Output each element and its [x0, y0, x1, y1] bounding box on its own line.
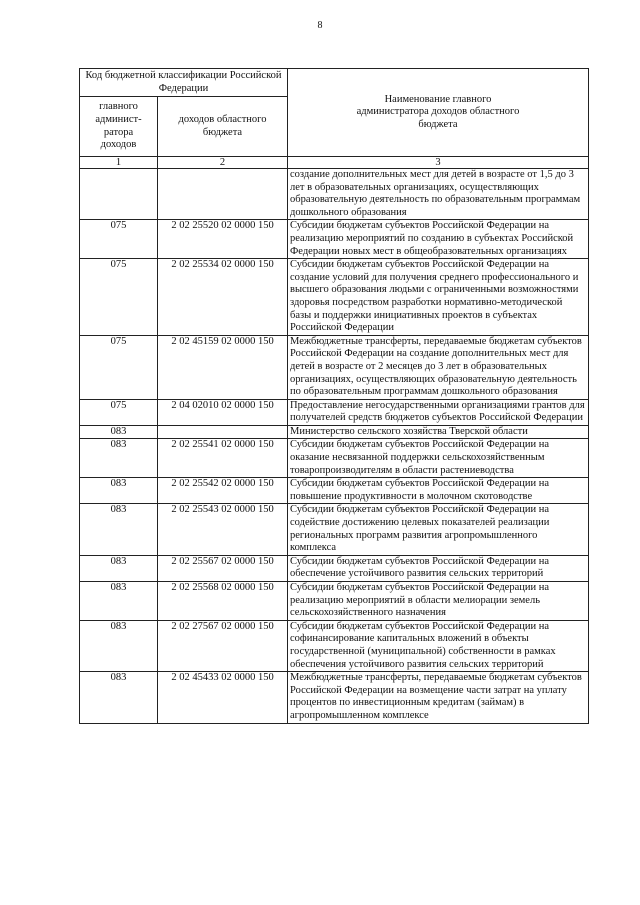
column-number-1: 1: [80, 157, 158, 169]
revenue-name-cell: Субсидии бюджетам субъектов Российской Федерации на реализацию мероприятий по созданию в субъектах Российской Федерации новых мест в общеобразовательных организациях: [288, 220, 589, 259]
admin-code-cell: 083: [80, 620, 158, 671]
admin-code-header-label: главного админист-ратора доходов: [95, 101, 142, 151]
revenue-code-cell: 2 02 45159 02 0000 150: [158, 335, 288, 399]
revenue-admin-table: [79, 68, 589, 724]
table-row: [80, 439, 589, 478]
admin-code-cell: 075: [80, 335, 158, 399]
name-header: [288, 69, 589, 157]
revenue-code-cell: 2 02 25543 02 0000 150: [158, 504, 288, 555]
revenue-name-cell: Межбюджетные трансферты, передаваемые бюджетам субъектов Российской Федерации на возмещение части затрат на уплату процентов по инвестиционным кредитам (займам) в агропромышленном комплексе: [288, 672, 589, 723]
revenue-code-cell: [158, 425, 288, 439]
revenue-name-cell: Субсидии бюджетам субъектов Российской Федерации на повышение продуктивности в молочном скотоводстве: [288, 478, 589, 504]
column-number-2: 2: [158, 157, 288, 169]
table-row: [80, 478, 589, 504]
revenue-code-cell: 2 04 02010 02 0000 150: [158, 399, 288, 425]
revenue-name-cell: Предоставление негосударственными организациями грантов для получателей средств бюджетов субъектов Российской Федерации: [288, 399, 589, 425]
revenue-code-cell: 2 02 25520 02 0000 150: [158, 220, 288, 259]
admin-code-cell: 083: [80, 672, 158, 723]
table-body: [80, 169, 589, 724]
admin-code-header: [80, 97, 158, 157]
admin-code-cell: 083: [80, 582, 158, 621]
column-number-3: 3: [288, 157, 589, 169]
revenue-code-header: [158, 97, 288, 157]
table-row: [80, 169, 589, 220]
revenue-name-cell: Субсидии бюджетам субъектов Российской Федерации на содействие достижению целевых показателей реализации региональных программ развития агропромышленного комплекса: [288, 504, 589, 555]
revenue-code-cell: 2 02 25567 02 0000 150: [158, 555, 288, 581]
table-row: [80, 335, 589, 399]
admin-code-cell: 083: [80, 555, 158, 581]
revenue-code-cell: 2 02 25542 02 0000 150: [158, 478, 288, 504]
table-row: [80, 582, 589, 621]
kbk-group-header: Код бюджетной классификации Российской Федерации: [80, 69, 288, 97]
page-number: 8: [317, 20, 323, 31]
revenue-name-cell: Субсидии бюджетам субъектов Российской Федерации на оказание несвязанной поддержки сельскохозяйственным товаропроизводителям в области растениеводства: [288, 439, 589, 478]
table-row: [80, 672, 589, 723]
ministry-heading-row: [80, 425, 589, 439]
table-row: [80, 504, 589, 555]
admin-code-cell: 075: [80, 399, 158, 425]
revenue-code-cell: 2 02 25534 02 0000 150: [158, 259, 288, 336]
admin-code-cell: 083: [80, 425, 158, 439]
admin-code-cell: 075: [80, 220, 158, 259]
revenue-name-cell: Межбюджетные трансферты, передаваемые бюджетам субъектов Российской Федерации на создание дополнительных мест для детей в возрасте от 2 месяцев до 3 лет в образовательных организациях, осуществляющих образовательную деятельность по образовательным программам дошкольного образования: [288, 335, 589, 399]
revenue-name-cell: Субсидии бюджетам субъектов Российской Федерации на реализацию мероприятий в области мелиорации земель сельскохозяйственного назначения: [288, 582, 589, 621]
table-row: [80, 620, 589, 671]
revenue-name-cell: Субсидии бюджетам субъектов Российской Федерации на софинансирование капитальных вложений в объекты государственной (муниципальной) собственности в рамках обеспечения устойчивого развития сельских территорий: [288, 620, 589, 671]
admin-code-cell: [80, 169, 158, 220]
admin-code-cell: 075: [80, 259, 158, 336]
revenue-name-cell: Субсидии бюджетам субъектов Российской Федерации на обеспечение устойчивого развития сельских территорий: [288, 555, 589, 581]
revenue-name-cell: Субсидии бюджетам субъектов Российской Федерации на создание условий для получения среднего профессионального и высшего образования людьми с ограниченными возможностями здоровья посредством разработки нормативно-методической базы и поддержки инициативных проектов в субъектах Российской Федерации: [288, 259, 589, 336]
admin-code-cell: 083: [80, 478, 158, 504]
ministry-name-cell: Министерство сельского хозяйства Тверской области: [288, 425, 589, 439]
table-row: [80, 220, 589, 259]
admin-code-cell: 083: [80, 504, 158, 555]
revenue-code-cell: 2 02 25568 02 0000 150: [158, 582, 288, 621]
table-row: [80, 259, 589, 336]
revenue-name-cell: создание дополнительных мест для детей в возрасте от 1,5 до 3 лет в образовательных организациях, осуществляющих образовательную деятельность по образовательным программам дошкольного образования: [288, 169, 589, 220]
admin-code-cell: 083: [80, 439, 158, 478]
revenue-code-cell: 2 02 25541 02 0000 150: [158, 439, 288, 478]
revenue-code-cell: 2 02 27567 02 0000 150: [158, 620, 288, 671]
revenue-code-cell: [158, 169, 288, 220]
table-row: [80, 399, 589, 425]
name-header-label: Наименование главного администратора доходов областного бюджета: [356, 93, 520, 130]
revenue-code-header-label: доходов областного бюджета: [178, 113, 267, 138]
table-row: [80, 555, 589, 581]
revenue-code-cell: 2 02 45433 02 0000 150: [158, 672, 288, 723]
